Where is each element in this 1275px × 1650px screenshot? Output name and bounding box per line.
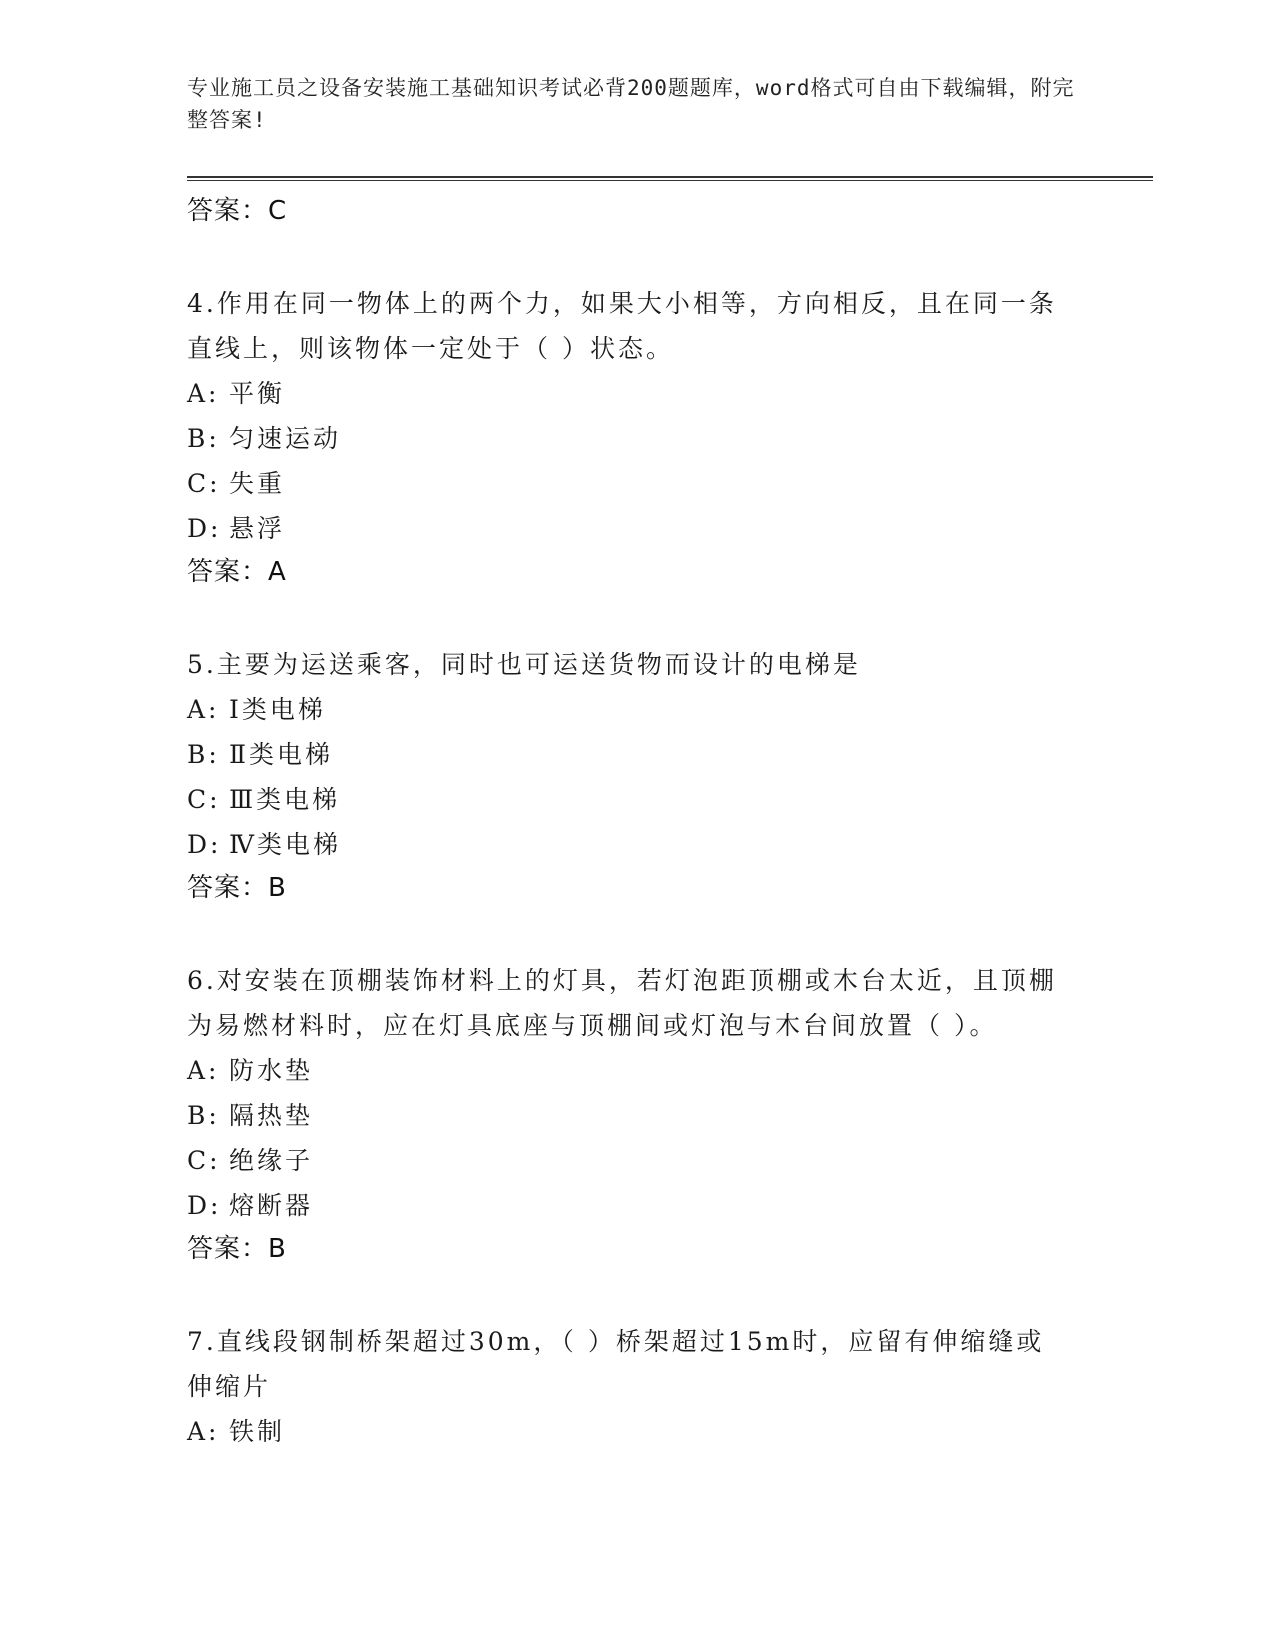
option-item (187, 1048, 1147, 1093)
option-letter: C: (187, 785, 221, 814)
spacer (187, 597, 1147, 642)
option-letter: A: (187, 1417, 220, 1446)
option-item (187, 732, 1147, 777)
answer-label: 答案： (187, 873, 269, 903)
option-letter: D: (187, 514, 222, 543)
answer-line (187, 190, 1147, 236)
question-list (187, 190, 1147, 1454)
option-letter: D: (187, 830, 222, 859)
option-item (187, 1409, 1147, 1454)
option-text: 隔热垫 (229, 1101, 314, 1130)
question-block (187, 958, 1147, 1274)
answer-label: 答案： (187, 557, 269, 587)
answer-line (187, 551, 1147, 597)
option-letter: A: (187, 695, 220, 724)
option-letter: A: (187, 1056, 220, 1085)
option-letter: C: (187, 469, 221, 498)
answer-label: 答案： (187, 1234, 269, 1264)
option-item (187, 506, 1147, 551)
answer-line (187, 867, 1147, 913)
answer-value: B (268, 873, 286, 903)
answer-label: 答案： (187, 196, 269, 226)
option-text: Ⅳ类电梯 (229, 830, 341, 859)
option-item (187, 371, 1147, 416)
question-text: 7.直线段钢制桥架超过30m，（ ）桥架超过15m时，应留有伸缩缝或伸缩片 (187, 1327, 1045, 1401)
option-text: 平衡 (229, 379, 286, 408)
option-text: Ⅱ类电梯 (229, 740, 333, 769)
option-letter: B: (187, 424, 220, 453)
option-text: 失重 (229, 469, 286, 498)
document-header: 专业施工员之设备安装施工基础知识考试必背200题题库，word格式可自由下载编辑，附完整答案! (187, 76, 1075, 132)
question-block (187, 281, 1147, 597)
option-letter: B: (187, 1101, 220, 1130)
option-text: Ⅲ类电梯 (229, 785, 341, 814)
spacer (187, 236, 1147, 281)
header-divider (187, 176, 1153, 181)
option-text: 悬浮 (229, 514, 286, 543)
spacer (187, 1274, 1147, 1319)
option-item (187, 1183, 1147, 1228)
option-text: 铁制 (229, 1417, 286, 1446)
answer-line (187, 1228, 1147, 1274)
answer-value: A (268, 557, 286, 587)
question-text: 4.作用在同一物体上的两个力，如果大小相等，方向相反，且在同一条直线上，则该物体一定处于（ ）状态。 (187, 289, 1057, 363)
option-text: 匀速运动 (229, 424, 342, 453)
answer-value: B (268, 1234, 286, 1264)
option-text: 绝缘子 (229, 1146, 314, 1175)
option-letter: A: (187, 379, 220, 408)
option-letter: B: (187, 740, 220, 769)
question-text: 5.主要为运送乘客，同时也可运送货物而设计的电梯是 (187, 650, 861, 679)
option-text: 熔断器 (229, 1191, 314, 1220)
option-item (187, 687, 1147, 732)
option-letter: D: (187, 1191, 222, 1220)
answer-value: C (268, 196, 287, 226)
option-item (187, 822, 1147, 867)
spacer (187, 913, 1147, 958)
option-item (187, 461, 1147, 506)
option-text: 防水垫 (229, 1056, 314, 1085)
option-item (187, 777, 1147, 822)
question-block (187, 642, 1147, 913)
option-text: Ⅰ类电梯 (229, 695, 326, 724)
option-item (187, 416, 1147, 461)
question-block (187, 1319, 1147, 1454)
question-text: 6.对安装在顶棚装饰材料上的灯具，若灯泡距顶棚或木台太近，且顶棚为易燃材料时，应在灯具底座与顶棚间或灯泡与木台间放置（ ）。 (187, 966, 1057, 1040)
option-item (187, 1138, 1147, 1183)
option-letter: C: (187, 1146, 221, 1175)
option-item (187, 1093, 1147, 1138)
